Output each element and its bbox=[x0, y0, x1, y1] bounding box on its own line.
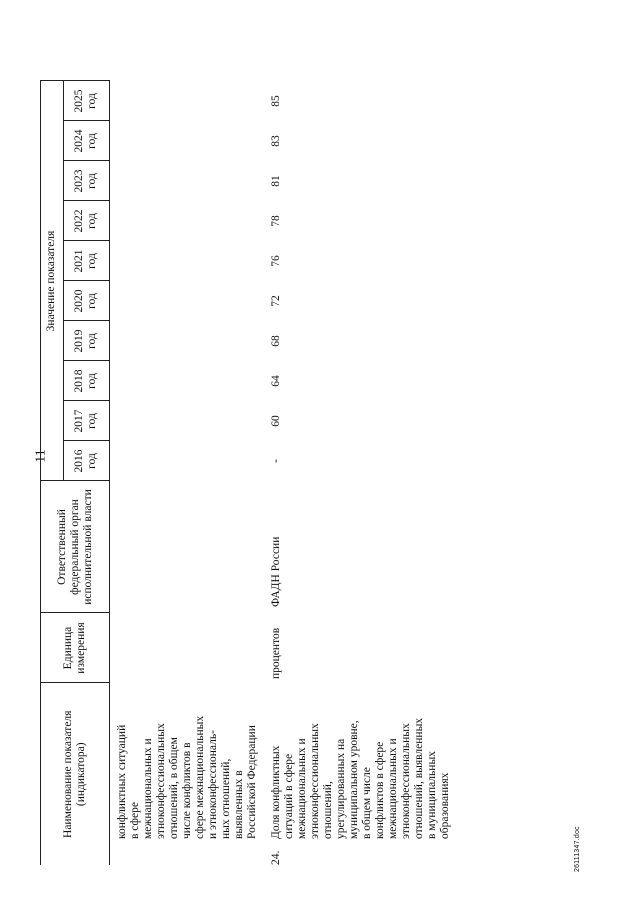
row-24-value-2021: 76 bbox=[270, 255, 282, 267]
row-24-agency: ФАДН России bbox=[270, 536, 282, 607]
row-24-unit: процентов bbox=[270, 627, 282, 679]
page-number: 11 bbox=[33, 449, 49, 463]
header-unit: Единица измерения bbox=[41, 613, 110, 683]
header-year-2024: 2024 год bbox=[63, 121, 110, 161]
header-year-2019: 2019 год bbox=[63, 321, 110, 361]
row-24-value-2023: 81 bbox=[270, 175, 282, 187]
row-number: 24. bbox=[270, 850, 282, 865]
header-year-2017: 2017 год bbox=[63, 401, 110, 441]
document-code: 26111347.doc bbox=[574, 826, 581, 872]
header-year-2021: 2021 год bbox=[63, 241, 110, 281]
header-agency: Ответственный федеральный орган исполнительной власти bbox=[41, 481, 110, 613]
header-year-2018: 2018 год bbox=[63, 361, 110, 401]
row-24-name: Доля конфликтных ситуаций в сфере межнациональных и этноконфессиональных отношений, урегулированных на муниципальном уровне, в общем числе конфликтов в сфере межнациональных и этноконфессиональных отношений, выявленных в муниципальных образованиях bbox=[270, 717, 451, 839]
rotated-table-page bbox=[40, 40, 560, 865]
header-indicator-name: Наименование показателя (индикатора) bbox=[41, 683, 110, 865]
row-24-value-2022: 78 bbox=[270, 215, 282, 227]
header-row-top bbox=[41, 81, 64, 865]
row-24-value-2019: 68 bbox=[270, 335, 282, 347]
header-year-2025: 2025 год bbox=[63, 81, 110, 121]
header-year-2020: 2020 год bbox=[63, 281, 110, 321]
header-year-2022: 2022 год bbox=[63, 201, 110, 241]
row-24-value-2025: 85 bbox=[270, 95, 282, 107]
header-year-2016: 2016 год bbox=[63, 441, 110, 481]
row-24-value-2024: 83 bbox=[270, 135, 282, 147]
indicators-table bbox=[40, 81, 452, 866]
row-24-value-2016: - bbox=[270, 459, 282, 463]
header-values-group: Значение показателя bbox=[41, 81, 64, 481]
row-24-value-2020: 72 bbox=[270, 295, 282, 307]
header-year-2023: 2023 год bbox=[63, 161, 110, 201]
row-24-indicator bbox=[264, 683, 452, 865]
row-24-value-2017: 60 bbox=[270, 415, 282, 427]
table-row bbox=[264, 81, 452, 865]
continuation-row bbox=[110, 81, 265, 865]
row-24-value-2018: 64 bbox=[270, 375, 282, 387]
continuation-indicator-text: конфликтных ситуаций в сфере межнациональных и этноконфессиональных отношений, в общем числе конфликтов в сфере межнациональных и этноконфессиональ- ных отношений, выявленных в Российской Федерации bbox=[116, 715, 258, 839]
